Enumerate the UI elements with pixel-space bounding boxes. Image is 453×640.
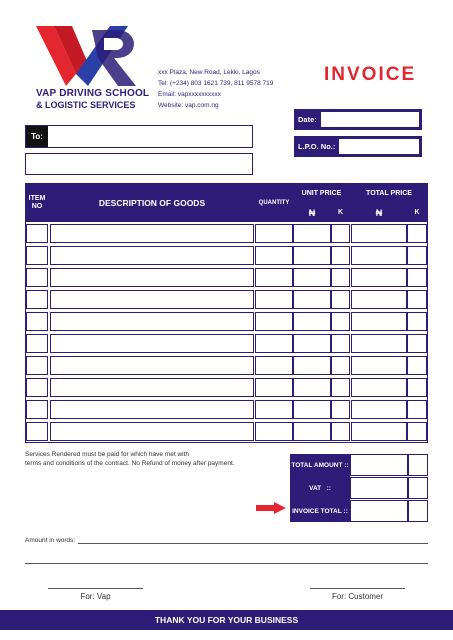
total-naira-cell[interactable]	[351, 422, 407, 441]
total-kobo-cell[interactable]	[407, 378, 427, 397]
unit-naira-cell[interactable]	[293, 378, 331, 397]
total-amount-label: TOTAL AMOUNT ::	[291, 461, 349, 469]
note-line2: terms and conditions of the contract. No Refund of money after payment.	[25, 460, 235, 467]
items-table	[25, 183, 428, 443]
quantity-cell[interactable]	[255, 378, 293, 397]
unit-kobo-cell[interactable]	[331, 378, 350, 397]
footer-banner: THANK YOU FOR YOUR BUSINESS	[0, 610, 453, 630]
total-amount-kobo[interactable]	[408, 454, 428, 476]
unit-naira-cell[interactable]	[293, 422, 331, 441]
total-kobo-cell[interactable]	[407, 246, 427, 265]
date-field	[294, 109, 422, 130]
unit-naira-cell[interactable]	[293, 268, 331, 287]
table-row	[26, 332, 427, 354]
table-row	[26, 266, 427, 288]
unit-kobo-cell[interactable]	[331, 356, 350, 375]
unit-naira-cell[interactable]	[293, 312, 331, 331]
total-naira-cell[interactable]	[351, 224, 407, 243]
unit-naira-cell[interactable]	[293, 246, 331, 265]
total-amount-naira[interactable]	[350, 454, 408, 476]
description-cell[interactable]	[50, 246, 254, 265]
lpo-field	[294, 136, 422, 157]
quantity-cell[interactable]	[255, 268, 293, 287]
company-tel: Tel: (+234) 803 1621 739, 811 9578 719	[158, 80, 274, 87]
unit-kobo-cell[interactable]	[331, 290, 350, 309]
unit-naira-cell[interactable]	[293, 224, 331, 243]
unit-naira-cell[interactable]	[293, 290, 331, 309]
company-address: xxx Plaza, New Road, Lekki, Lagos	[158, 69, 260, 76]
quantity-cell[interactable]	[255, 422, 293, 441]
company-website: Website: vap.com.ng	[158, 102, 219, 109]
company-logo	[32, 22, 144, 90]
date-input[interactable]	[320, 111, 420, 128]
quantity-cell[interactable]	[255, 290, 293, 309]
total-naira-cell[interactable]	[351, 312, 407, 331]
item-no-cell[interactable]	[26, 246, 48, 265]
total-kobo-cell[interactable]	[407, 268, 427, 287]
header-total-naira: ₦	[375, 207, 383, 218]
item-no-cell[interactable]	[26, 268, 48, 287]
table-row	[26, 398, 427, 420]
vat-kobo[interactable]	[408, 477, 428, 499]
table-row	[26, 244, 427, 266]
unit-naira-cell[interactable]	[293, 400, 331, 419]
invoice-total-kobo[interactable]	[408, 500, 428, 522]
table-body	[26, 222, 427, 442]
table-row	[26, 420, 427, 442]
invoice-title: INVOICE	[324, 64, 417, 85]
company-name-line1: VAP DRIVING SCHOOL	[36, 88, 150, 99]
quantity-cell[interactable]	[255, 246, 293, 265]
vat-naira[interactable]	[350, 477, 408, 499]
description-cell[interactable]	[50, 378, 254, 397]
total-naira-cell[interactable]	[351, 246, 407, 265]
table-row	[26, 376, 427, 398]
total-kobo-cell[interactable]	[407, 224, 427, 243]
totals-block	[290, 454, 428, 522]
header-description: DESCRIPTION OF GOODS	[98, 198, 206, 208]
description-cell[interactable]	[50, 268, 254, 287]
description-cell[interactable]	[50, 400, 254, 419]
to-field-line2[interactable]	[25, 153, 253, 175]
total-naira-cell[interactable]	[351, 400, 407, 419]
table-row	[26, 354, 427, 376]
company-name-line2: & LOGISTIC SERVICES	[36, 100, 136, 110]
description-cell[interactable]	[50, 290, 254, 309]
description-cell[interactable]	[50, 224, 254, 243]
description-cell[interactable]	[50, 422, 254, 441]
quantity-cell[interactable]	[255, 224, 293, 243]
total-naira-cell[interactable]	[351, 334, 407, 353]
header-unit-naira: ₦	[308, 207, 316, 218]
invoice-total-label: INVOICE TOTAL ::	[292, 507, 348, 515]
lpo-label: L.P.O. No.:	[298, 142, 336, 151]
amount-in-words-line2[interactable]	[25, 563, 428, 564]
signature-line-customer[interactable]	[310, 588, 405, 589]
quantity-cell[interactable]	[255, 334, 293, 353]
table-row	[26, 310, 427, 332]
signature-label-customer: For: Customer	[331, 592, 384, 601]
total-kobo-cell[interactable]	[407, 290, 427, 309]
unit-kobo-cell[interactable]	[331, 422, 350, 441]
header-total-kobo: K	[414, 209, 420, 216]
item-no-cell[interactable]	[26, 378, 48, 397]
header-unit-kobo: K	[337, 209, 344, 216]
header-item-no: ITEM NO	[28, 195, 46, 210]
quantity-cell[interactable]	[255, 356, 293, 375]
to-label: To:	[26, 126, 48, 147]
description-cell[interactable]	[50, 356, 254, 375]
amount-in-words-label: Amount in words:	[25, 537, 76, 544]
header-quantity: QUANTITY	[258, 200, 290, 206]
signature-label-vap: For: Vap	[80, 592, 111, 601]
vat-label: VAT ::	[309, 484, 331, 492]
unit-kobo-cell[interactable]	[331, 400, 350, 419]
to-field[interactable]	[25, 125, 253, 148]
total-kobo-cell[interactable]	[407, 400, 427, 419]
quantity-cell[interactable]	[255, 400, 293, 419]
table-row	[26, 222, 427, 244]
total-naira-cell[interactable]	[351, 290, 407, 309]
header-total-price: TOTAL PRICE	[366, 190, 412, 197]
lpo-input[interactable]	[338, 138, 420, 155]
total-naira-cell[interactable]	[351, 356, 407, 375]
description-cell[interactable]	[50, 312, 254, 331]
unit-naira-cell[interactable]	[293, 356, 331, 375]
signature-line-vap[interactable]	[48, 588, 143, 589]
unit-kobo-cell[interactable]	[331, 224, 350, 243]
item-no-cell[interactable]	[26, 400, 48, 419]
company-email: Email: vapxxxxxxxxxx	[158, 91, 221, 98]
item-no-cell[interactable]	[26, 422, 48, 441]
item-no-cell[interactable]	[26, 334, 48, 353]
total-naira-cell[interactable]	[351, 378, 407, 397]
item-no-cell[interactable]	[26, 356, 48, 375]
item-no-cell[interactable]	[26, 224, 48, 243]
table-row	[26, 288, 427, 310]
total-kobo-cell[interactable]	[407, 312, 427, 331]
unit-kobo-cell[interactable]	[331, 246, 350, 265]
unit-kobo-cell[interactable]	[331, 268, 350, 287]
amount-in-words-line1[interactable]	[78, 543, 428, 544]
unit-kobo-cell[interactable]	[331, 334, 350, 353]
unit-kobo-cell[interactable]	[331, 312, 350, 331]
total-kobo-cell[interactable]	[407, 334, 427, 353]
item-no-cell[interactable]	[26, 312, 48, 331]
item-no-cell[interactable]	[26, 290, 48, 309]
description-cell[interactable]	[50, 334, 254, 353]
date-label: Date:	[298, 115, 317, 124]
quantity-cell[interactable]	[255, 312, 293, 331]
invoice-total-naira[interactable]	[350, 500, 408, 522]
total-naira-cell[interactable]	[351, 268, 407, 287]
total-kobo-cell[interactable]	[407, 356, 427, 375]
note-line1: Services Rendered must be paid for which have met with	[25, 451, 190, 458]
unit-naira-cell[interactable]	[293, 334, 331, 353]
header-unit-price: UNIT PRICE	[301, 190, 342, 197]
arrow-right-icon	[256, 502, 286, 514]
total-kobo-cell[interactable]	[407, 422, 427, 441]
